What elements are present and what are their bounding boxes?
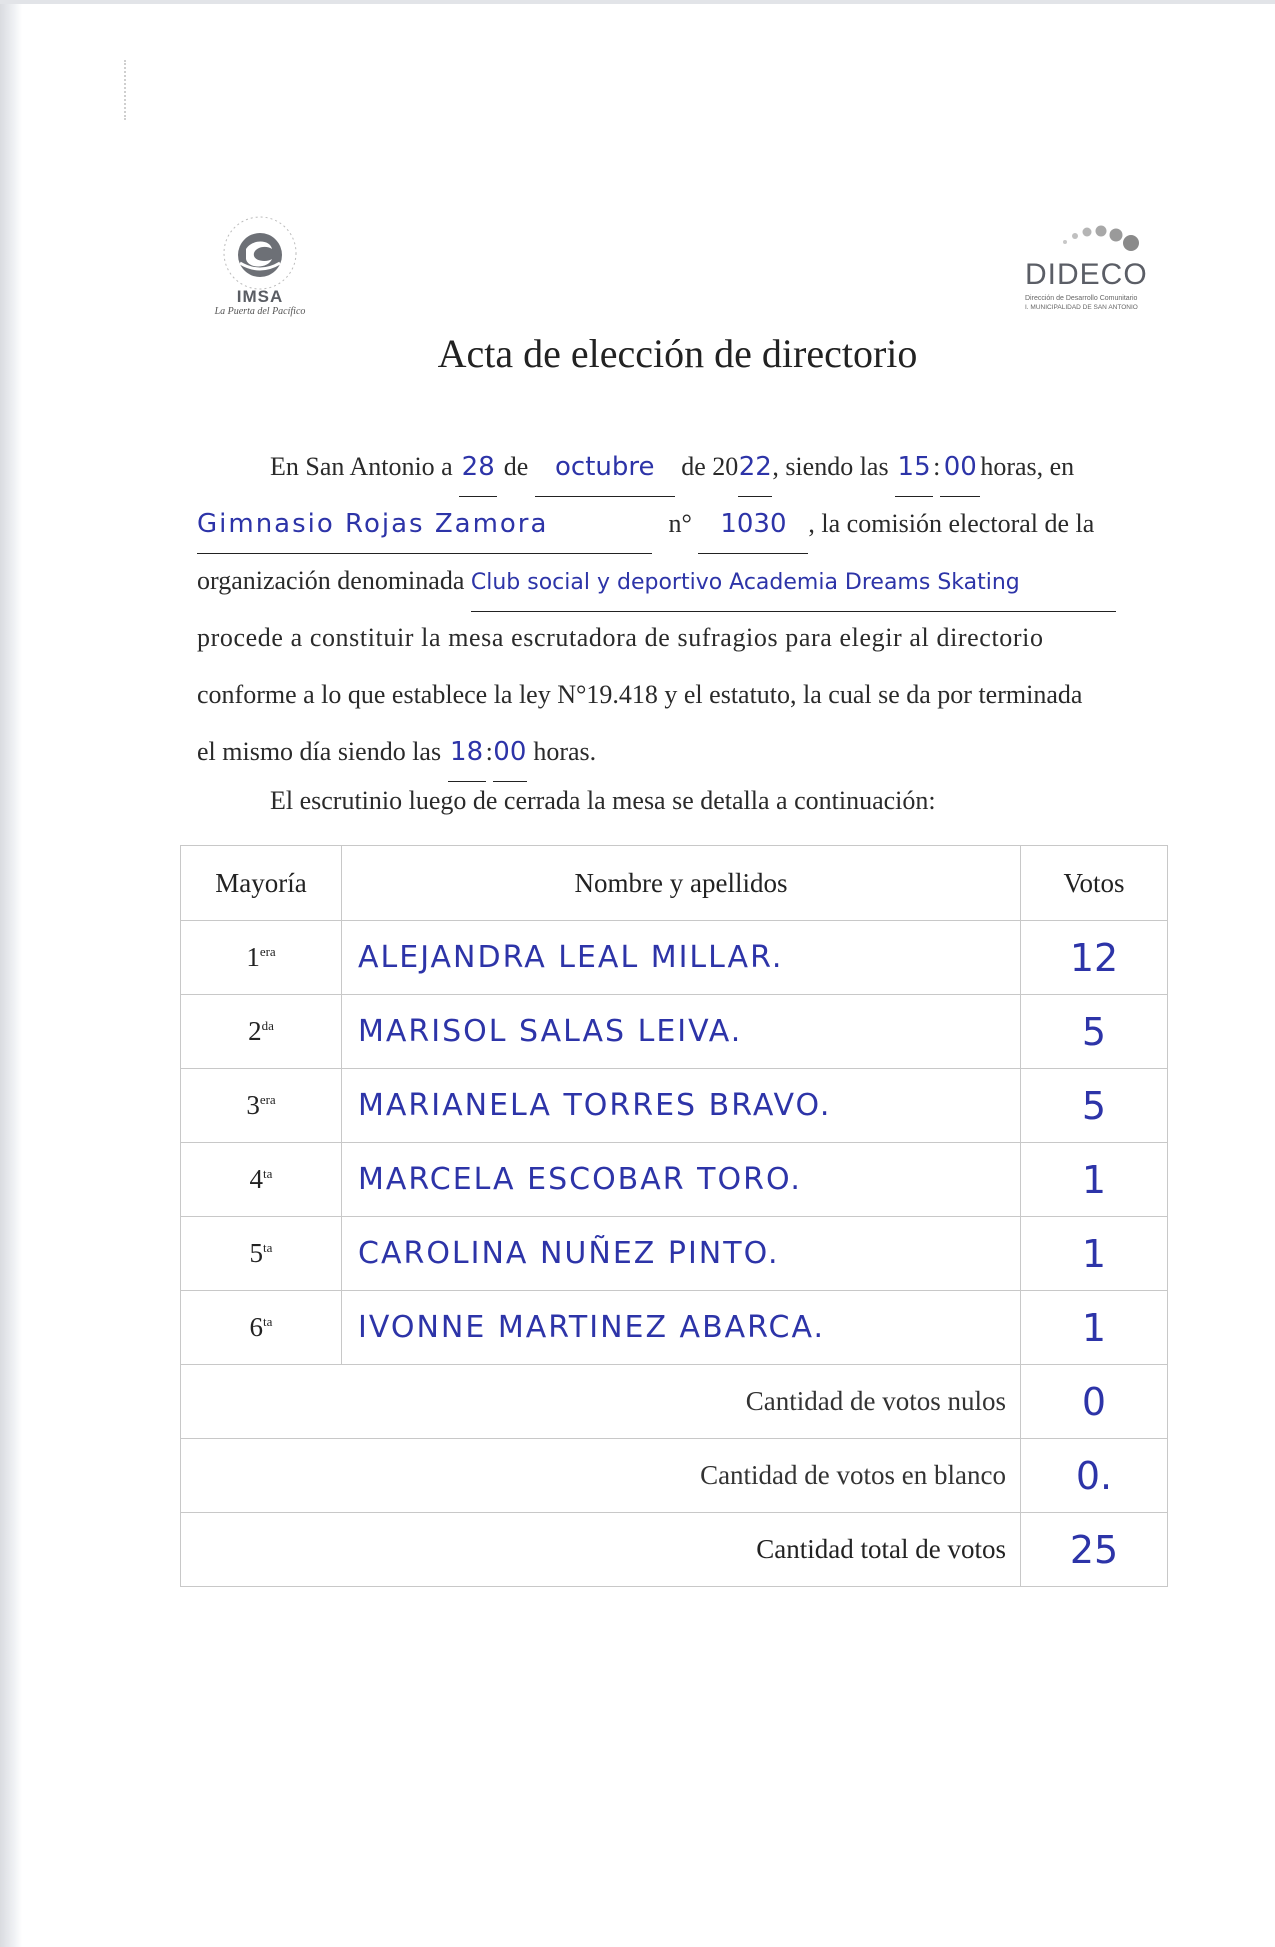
rank-number: 5 [249, 1238, 264, 1268]
votes-cell [1021, 1143, 1168, 1217]
table-row [181, 1143, 1168, 1217]
rank-number: 6 [249, 1312, 264, 1342]
candidate-name: CAROLINA NUÑEZ PINTO. [358, 1236, 780, 1271]
body-line-4 [197, 609, 1157, 666]
name-cell [342, 1217, 1021, 1291]
rank-cell [181, 1069, 342, 1143]
document-title: Acta de elección de directorio [437, 331, 918, 376]
table-row [181, 1069, 1168, 1143]
imsa-tagline: La Puerta del Pacífico [214, 306, 306, 317]
organization-field [471, 552, 1116, 612]
blank-votes-value: 0. [1075, 1453, 1113, 1498]
candidate-name: ALEJANDRA LEAL MILLAR. [358, 940, 784, 975]
dideco-sub2: I. MUNICIPALIDAD DE SAN ANTONIO [1025, 304, 1138, 311]
place-field [197, 495, 652, 554]
year-value: 22 [738, 452, 772, 482]
name-cell [342, 1291, 1021, 1365]
dideco-sub1: Dirección de Desarrollo Comunitario [1025, 295, 1138, 302]
votes-cell [1021, 995, 1168, 1069]
name-cell [342, 1143, 1021, 1217]
votes-cell [1021, 921, 1168, 995]
rank-number: 2 [248, 1016, 262, 1046]
candidate-votes: 5 [1081, 1083, 1107, 1128]
candidate-name: IVONNE MARTINEZ ABARCA. [358, 1310, 826, 1345]
candidate-votes: 5 [1081, 1009, 1107, 1054]
dideco-dots-icon [1045, 220, 1155, 260]
body-line-5 [197, 666, 1157, 723]
total-votes-row [181, 1513, 1168, 1587]
text-segment: de 20 [681, 452, 739, 481]
name-cell [342, 1069, 1021, 1143]
candidate-votes: 1 [1081, 1305, 1107, 1350]
year-field [738, 438, 772, 497]
null-votes-value: 0 [1081, 1379, 1107, 1424]
candidate-votes: 12 [1069, 935, 1119, 980]
candidate-votes: 1 [1081, 1157, 1107, 1202]
total-votes-label: Cantidad total de votos [181, 1513, 1021, 1587]
text-segment: procede a constituir la mesa escrutadora de sufragios para elegir al directorio [197, 623, 1044, 652]
start-min-field [940, 438, 980, 497]
total-votes-cell [1021, 1513, 1168, 1587]
place-number-field [698, 495, 808, 554]
null-votes-row [181, 1365, 1168, 1439]
total-votes-value: 25 [1069, 1527, 1119, 1572]
votes-cell [1021, 1217, 1168, 1291]
table-row [181, 1291, 1168, 1365]
votes-cell [1021, 1291, 1168, 1365]
body-line-2 [197, 495, 1157, 552]
scan-edge-top [0, 0, 1275, 4]
blank-votes-row [181, 1439, 1168, 1513]
place-value: Gimnasio Rojas Zamora [197, 509, 549, 539]
rank-number: 3 [246, 1090, 260, 1120]
table-row [181, 1217, 1168, 1291]
candidate-name: MARISOL SALAS LEIVA. [358, 1014, 743, 1049]
text-segment: , siendo las [772, 452, 889, 481]
place-number-value: 1030 [720, 509, 787, 539]
candidate-name: MARCELA ESCOBAR TORO. [358, 1162, 802, 1197]
blank-votes-cell [1021, 1439, 1168, 1513]
text-segment: organización denominada [197, 566, 465, 595]
scan-edge [0, 0, 22, 1947]
text-segment: de [503, 452, 529, 481]
rank-suffix: era [259, 1092, 276, 1107]
month-field [535, 438, 675, 497]
candidate-name: MARIANELA TORRES BRAVO. [358, 1088, 832, 1123]
null-votes-label: Cantidad de votos nulos [181, 1365, 1021, 1439]
rank-suffix: ta [263, 1166, 273, 1181]
day-field [459, 438, 497, 497]
votes-cell [1021, 1069, 1168, 1143]
table-row [181, 995, 1168, 1069]
end-hour-value: 18 [450, 737, 484, 767]
imsa-logo [200, 205, 320, 320]
imsa-emblem-icon [200, 205, 320, 290]
header-mayoria: Mayoría [181, 846, 342, 921]
table-header-row [181, 846, 1168, 921]
rank-suffix: ta [263, 1240, 273, 1255]
text-segment: conforme a lo que establece la ley N°19.418 y el estatuto, la cual se da por terminada [197, 680, 1083, 709]
text-segment: n° [668, 509, 692, 538]
imsa-brand: IMSA [236, 287, 284, 306]
blank-votes-label: Cantidad de votos en blanco [181, 1439, 1021, 1513]
rank-suffix: ta [263, 1314, 273, 1329]
body-paragraph [197, 438, 1157, 780]
rank-cell [181, 1217, 342, 1291]
rank-suffix: da [261, 1018, 274, 1033]
start-hour-value: 15 [897, 452, 931, 482]
text-segment: horas, en [980, 452, 1075, 481]
header-votos: Votos [1021, 846, 1168, 921]
text-segment: horas. [533, 737, 597, 766]
header-nombre: Nombre y apellidos [342, 846, 1021, 921]
table-row [181, 921, 1168, 995]
end-min-value: 00 [493, 737, 527, 767]
end-hour-field [448, 723, 486, 782]
name-cell [342, 921, 1021, 995]
start-hour-field [895, 438, 933, 497]
day-value: 28 [461, 452, 495, 482]
rank-cell [181, 995, 342, 1069]
rank-cell [181, 921, 342, 995]
table-intro: El escrutinio luego de cerrada la mesa se detalla a continuación: [270, 786, 936, 815]
organization-value: Club social y deportivo Academia Dreams Skating [470, 570, 1020, 595]
text-segment: En San Antonio a [270, 452, 453, 481]
rank-cell [181, 1143, 342, 1217]
name-cell [342, 995, 1021, 1069]
body-line-3 [197, 552, 1157, 609]
rank-suffix: era [259, 944, 276, 959]
rank-number: 4 [249, 1164, 264, 1194]
body-line-1: En San Antonio a 28 de octubre de 2022, siendo las 15: 00 horas, en [197, 438, 1157, 495]
text-segment: el mismo día siendo las [197, 737, 442, 766]
null-votes-cell [1021, 1365, 1168, 1439]
dideco-logo [1015, 220, 1165, 320]
month-value: octubre [555, 452, 655, 482]
candidate-votes: 1 [1081, 1231, 1107, 1276]
body-line-6: el mismo día siendo las 18:00 horas. [197, 723, 1157, 780]
results-table [180, 845, 1168, 1587]
end-min-field [493, 723, 527, 782]
margin-marks [124, 60, 130, 120]
rank-cell [181, 1291, 342, 1365]
start-min-value: 00 [943, 452, 977, 482]
dideco-brand: DIDECO [1025, 258, 1148, 291]
text-segment: , la comisión electoral de la [808, 509, 1095, 538]
rank-number: 1 [246, 942, 260, 972]
